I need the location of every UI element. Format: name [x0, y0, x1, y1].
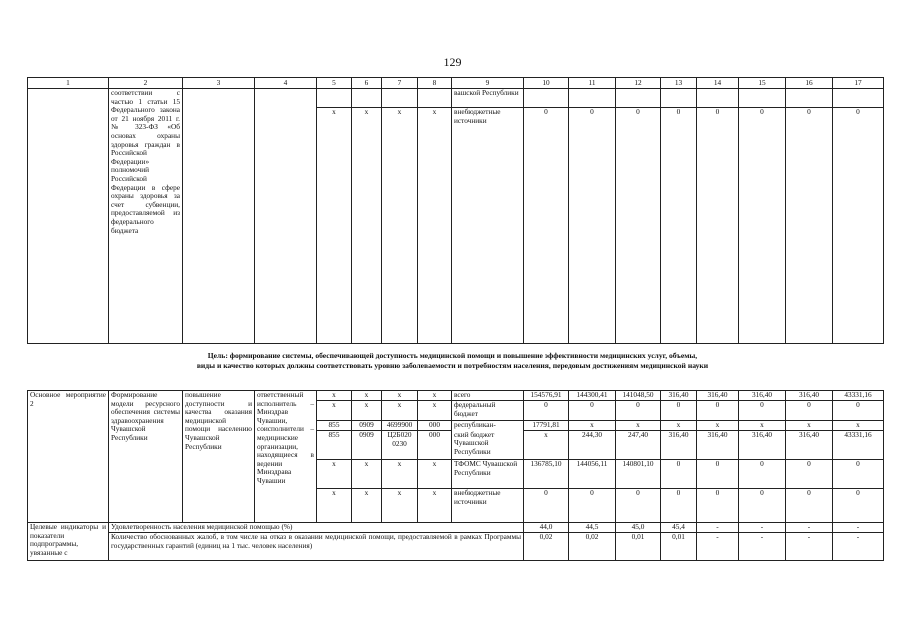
- col-header: 9: [452, 78, 524, 89]
- value-cell: 316,40: [661, 391, 697, 401]
- col-header: 6: [352, 78, 382, 89]
- value-cell: 0: [697, 108, 739, 344]
- cell: 000: [418, 431, 452, 460]
- value-cell: 0: [524, 489, 569, 523]
- cell: x: [317, 460, 352, 489]
- cell: x: [382, 401, 418, 421]
- empty-cell: [616, 89, 661, 108]
- empty-cell: [28, 89, 109, 344]
- value-cell: 0: [524, 401, 569, 421]
- funding-source: внебюджетные источники: [452, 489, 524, 523]
- value-cell: x: [786, 421, 833, 431]
- value-cell: 0: [786, 108, 833, 344]
- cell: x: [382, 460, 418, 489]
- goal-line: виды и качество которых должны соответствовать уровню заболеваемости и потребностям населения, передовым достижениям медицинской науки: [196, 361, 709, 370]
- value-cell: 0: [739, 489, 786, 523]
- indicators-label: Целевые индикаторы и показатели подпрограммы, увязанные с: [28, 523, 109, 561]
- cell: x: [317, 489, 352, 523]
- col-header: 8: [418, 78, 452, 89]
- value-cell: x: [616, 421, 661, 431]
- cell: x: [418, 108, 452, 344]
- empty-cell: [382, 89, 418, 108]
- empty-cell: [833, 89, 884, 108]
- value-cell: -: [697, 533, 739, 561]
- value-cell: 45,4: [661, 523, 697, 533]
- event-name: Основное мероприятие 2: [28, 391, 109, 523]
- value-cell: 316,40: [786, 431, 833, 460]
- value-cell: 0: [616, 489, 661, 523]
- value-cell: 0: [661, 108, 697, 344]
- value-cell: 0: [616, 108, 661, 344]
- event-goal: повышение доступности и качества оказания медицинской помощи населению Чувашской Республики: [183, 391, 255, 523]
- event-executors: ответственный исполнитель – Минздрав Чувашии, соисполнители – медицинские организации, находящиеся в ведении Минздрава Чувашии: [255, 391, 317, 523]
- indicator-row: [28, 523, 884, 533]
- empty-cell: [524, 89, 569, 108]
- event-table: [27, 390, 884, 561]
- empty-cell: [569, 89, 616, 108]
- value-cell: 0: [786, 460, 833, 489]
- col-header: 16: [786, 78, 833, 89]
- value-cell: 154576,91: [524, 391, 569, 401]
- value-cell: 43331,16: [833, 431, 884, 460]
- value-cell: 0: [697, 489, 739, 523]
- value-cell: 0: [739, 108, 786, 344]
- event-description: Формирование модели ресурсного обеспечения системы здравоохранения Чувашской Республики: [109, 391, 183, 523]
- value-cell: 17791,81: [524, 421, 569, 431]
- value-cell: x: [833, 421, 884, 431]
- cell: x: [418, 489, 452, 523]
- value-cell: 0,01: [661, 533, 697, 561]
- empty-cell: [183, 89, 255, 344]
- value-cell: -: [833, 523, 884, 533]
- cell: 000: [418, 421, 452, 431]
- col-header: 15: [739, 78, 786, 89]
- value-cell: 44,5: [569, 523, 616, 533]
- empty-cell: [786, 89, 833, 108]
- value-cell: 43331,16: [833, 391, 884, 401]
- empty-cell: [317, 89, 352, 108]
- empty-cell: [739, 89, 786, 108]
- cell: 0909: [352, 431, 382, 460]
- cell: x: [382, 391, 418, 401]
- col-header: 7: [382, 78, 418, 89]
- value-cell: 44,0: [524, 523, 569, 533]
- value-cell: 141048,50: [616, 391, 661, 401]
- value-cell: 316,40: [739, 391, 786, 401]
- value-cell: -: [786, 533, 833, 561]
- value-cell: 316,40: [661, 431, 697, 460]
- value-cell: 0: [661, 460, 697, 489]
- cell: Ц2Б020 0230: [382, 431, 418, 460]
- col-header: 5: [317, 78, 352, 89]
- value-cell: x: [661, 421, 697, 431]
- col-header: 14: [697, 78, 739, 89]
- value-cell: 316,40: [697, 431, 739, 460]
- value-cell: -: [697, 523, 739, 533]
- value-cell: 0: [569, 108, 616, 344]
- table-row: [28, 391, 884, 401]
- empty-cell: [661, 89, 697, 108]
- col-header: 12: [616, 78, 661, 89]
- cell: 855: [317, 421, 352, 431]
- cell: 855: [317, 431, 352, 460]
- value-cell: 0: [524, 108, 569, 344]
- cell: x: [317, 401, 352, 421]
- col-header: 1: [28, 78, 109, 89]
- value-cell: 0: [739, 460, 786, 489]
- value-cell: 140801,10: [616, 460, 661, 489]
- column-number-row: [28, 78, 884, 89]
- value-cell: 0: [833, 401, 884, 421]
- value-cell: 316,40: [697, 391, 739, 401]
- indicator-text: Количество обоснованных жалоб, в том числе на отказ в оказании медицинской помощи, предоставляемой в рамках Программы государственных гарантий (единиц на 1 тыс. человек населения): [109, 533, 524, 561]
- cell: x: [418, 391, 452, 401]
- empty-cell: [697, 89, 739, 108]
- value-cell: 0: [661, 401, 697, 421]
- empty-cell: [255, 89, 317, 344]
- value-cell: 144300,41: [569, 391, 616, 401]
- value-cell: -: [833, 533, 884, 561]
- value-cell: 45,0: [616, 523, 661, 533]
- indicator-text: Удовлетворенность населения медицинской помощью (%): [109, 523, 524, 533]
- funding-source: республикан-: [452, 421, 524, 431]
- continuation-table: [27, 77, 884, 344]
- value-cell: 136785,10: [524, 460, 569, 489]
- col-header: 3: [183, 78, 255, 89]
- cell: x: [352, 401, 382, 421]
- cell: 4699900: [382, 421, 418, 431]
- value-cell: -: [786, 523, 833, 533]
- value-cell: 0: [786, 401, 833, 421]
- cell: x: [382, 108, 418, 344]
- funding-source: ский бюджет Чувашской Республики: [452, 431, 524, 460]
- cell: x: [317, 391, 352, 401]
- value-cell: 0: [569, 489, 616, 523]
- value-cell: 0,02: [524, 533, 569, 561]
- indicator-row: [28, 533, 884, 561]
- funding-source: всего: [452, 391, 524, 401]
- goal-line: Цель: формирование системы, обеспечивающей доступность медицинской помощи и повышение эффективности медицинских услуг, объемы,: [207, 351, 698, 360]
- value-cell: x: [569, 421, 616, 431]
- authority-text: соответствии с частью 1 статьи 15 Федерального закона от 21 ноября 2011 г. № 323-ФЗ «Об основах охраны здоровья граждан в Российской Федерации» полномочий Российской Федерации в сфере охраны здоровья за счет субвенции, предоставляемой из федерального бюджета: [109, 89, 183, 344]
- value-cell: 0,01: [616, 533, 661, 561]
- value-cell: 0,02: [569, 533, 616, 561]
- cell: x: [352, 391, 382, 401]
- value-cell: 0: [697, 401, 739, 421]
- funding-source: федеральный бюджет: [452, 401, 524, 421]
- col-header: 4: [255, 78, 317, 89]
- funding-source: вашской Республики: [452, 89, 524, 108]
- value-cell: -: [739, 523, 786, 533]
- cell: x: [382, 489, 418, 523]
- cell: x: [317, 108, 352, 344]
- value-cell: 0: [569, 401, 616, 421]
- value-cell: 0: [661, 489, 697, 523]
- value-cell: 0: [739, 401, 786, 421]
- empty-cell: [418, 89, 452, 108]
- value-cell: 0: [616, 401, 661, 421]
- cell: 0909: [352, 421, 382, 431]
- value-cell: x: [739, 421, 786, 431]
- empty-cell: [352, 89, 382, 108]
- col-header: 11: [569, 78, 616, 89]
- col-header: 13: [661, 78, 697, 89]
- cell: x: [352, 460, 382, 489]
- table-row: [28, 89, 884, 108]
- goal-heading: [60, 351, 845, 371]
- value-cell: 0: [833, 489, 884, 523]
- value-cell: 0: [786, 489, 833, 523]
- cell: x: [418, 460, 452, 489]
- value-cell: 0: [833, 460, 884, 489]
- value-cell: 316,40: [739, 431, 786, 460]
- value-cell: x: [524, 431, 569, 460]
- value-cell: 247,40: [616, 431, 661, 460]
- funding-source: ТФОМС Чувашской Республики: [452, 460, 524, 489]
- value-cell: x: [697, 421, 739, 431]
- col-header: 17: [833, 78, 884, 89]
- col-header: 2: [109, 78, 183, 89]
- cell: x: [352, 108, 382, 344]
- page-number: 129: [443, 55, 462, 69]
- cell: x: [352, 489, 382, 523]
- value-cell: -: [739, 533, 786, 561]
- value-cell: 0: [833, 108, 884, 344]
- cell: x: [418, 401, 452, 421]
- value-cell: 316,40: [786, 391, 833, 401]
- value-cell: 0: [697, 460, 739, 489]
- value-cell: 244,30: [569, 431, 616, 460]
- col-header: 10: [524, 78, 569, 89]
- funding-source: внебюджетные источники: [452, 108, 524, 344]
- value-cell: 144056,11: [569, 460, 616, 489]
